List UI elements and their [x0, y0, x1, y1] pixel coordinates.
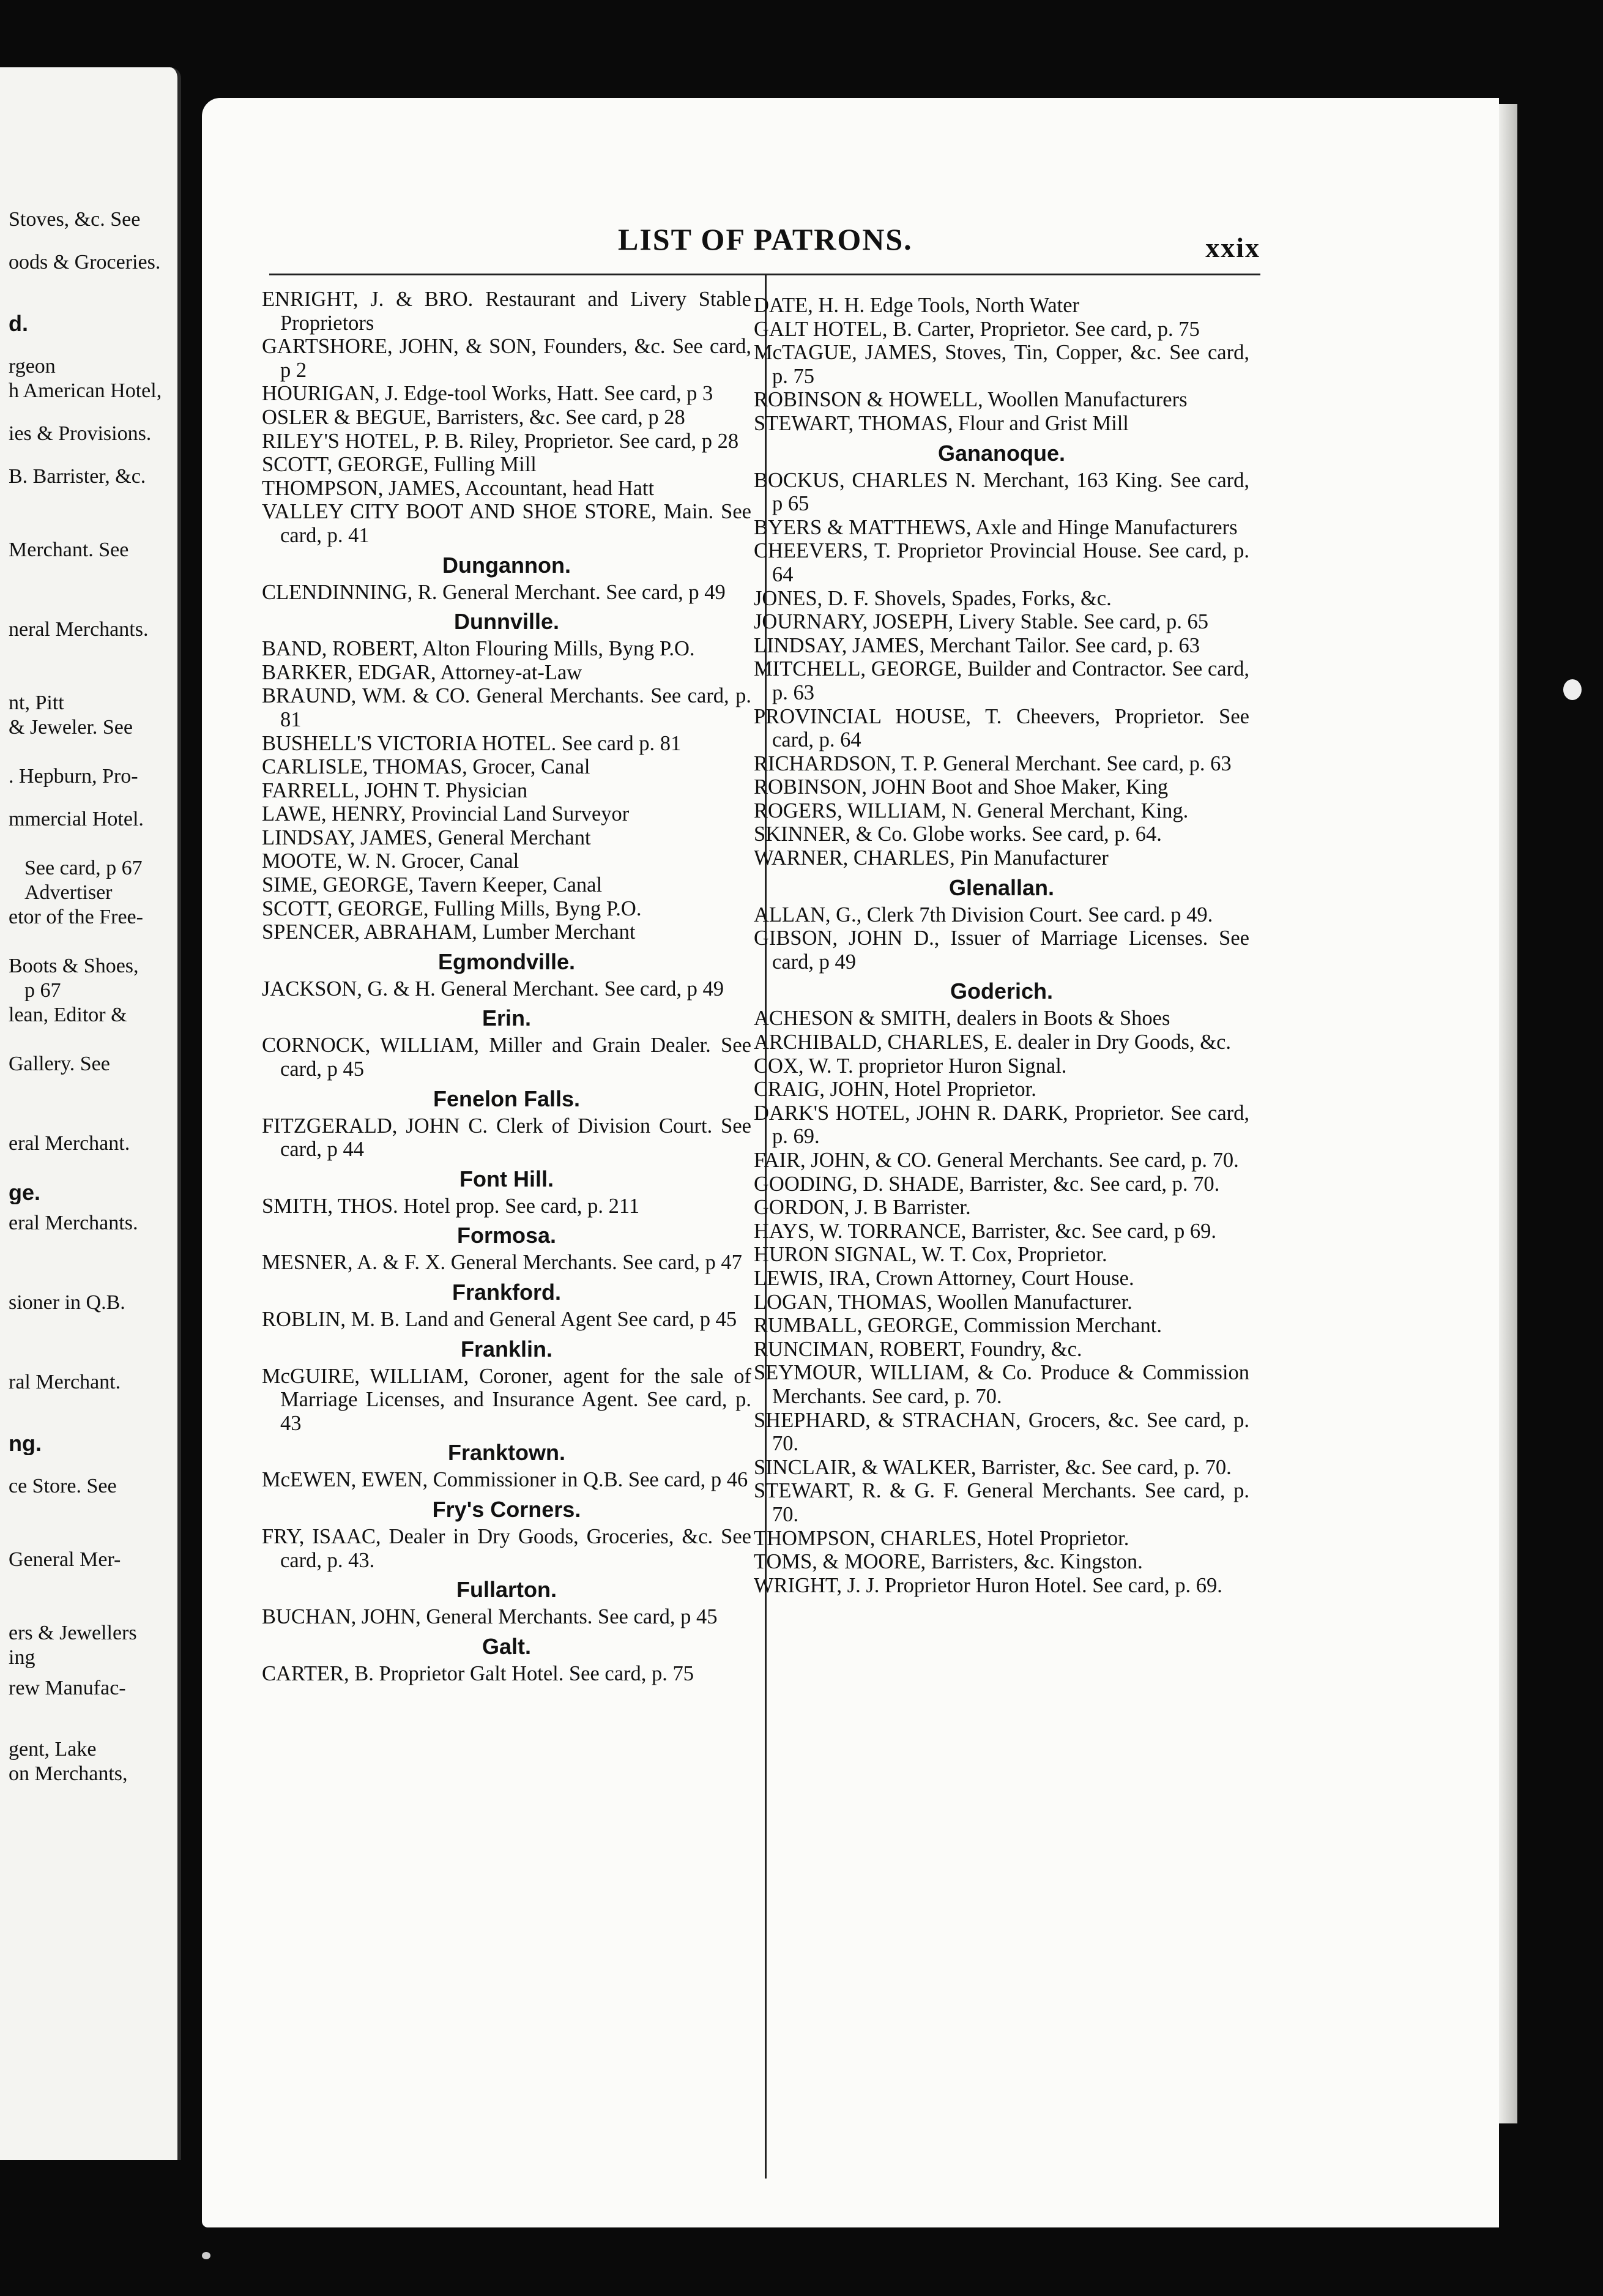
town-heading: Formosa.: [456, 1223, 557, 1248]
patron-entry: BYERS & MATTHEWS, Axle and Hinge Manufacturers: [754, 515, 1238, 539]
patron-entry: ROBINSON & HOWELL, Woollen Manufacturers: [754, 388, 1188, 412]
patron-entry: ROGERS, WILLIAM, N. General Merchant, King.: [754, 799, 1189, 822]
left-page-fragment: Advertiser: [24, 881, 113, 904]
left-page-fragment: lean, Editor &: [9, 1004, 127, 1026]
patron-entry: RILEY'S HOTEL, P. B. Riley, Proprietor. See card, p 28: [262, 429, 739, 453]
patron-entry: CARLISLE, THOMAS, Grocer, Canal: [262, 755, 590, 779]
left-page-fragment: B. Barrister, &c.: [9, 465, 146, 488]
left-page-fragment: ng.: [9, 1432, 42, 1455]
patron-entry: BUCHAN, JOHN, General Merchants. See card, p 45: [262, 1605, 718, 1629]
paper-speck: [202, 2252, 210, 2259]
town-heading: Gananoque.: [937, 440, 1066, 466]
patron-entry: MESNER, A. & F. X. General Merchants. See card, p 47: [262, 1251, 742, 1275]
patron-entry: HURON SIGNAL, W. T. Cox, Proprietor.: [754, 1243, 1107, 1267]
patron-entry: GALT HOTEL, B. Carter, Proprietor. See card, p. 75: [754, 317, 1200, 341]
patron-entry: SEYMOUR, WILLIAM, & Co. Produce & Commission Merchants. See card, p. 70.: [754, 1361, 1249, 1408]
patron-entry: GOODING, D. SHADE, Barrister, &c. See card, p. 70.: [754, 1172, 1220, 1196]
patron-entry: CRAIG, JOHN, Hotel Proprietor.: [754, 1078, 1036, 1101]
patron-entry: McEWEN, EWEN, Commissioner in Q.B. See card, p 46: [262, 1468, 748, 1492]
left-page-fragment: rew Manufac-: [9, 1677, 126, 1699]
left-page-fragment: ral Merchant.: [9, 1371, 121, 1393]
left-page-fragment: oods & Groceries.: [9, 251, 161, 274]
left-page-fragment: p 67: [24, 979, 61, 1002]
patron-entry: RUNCIMAN, ROBERT, Foundry, &c.: [754, 1337, 1082, 1361]
left-page-fragment: neral Merchants.: [9, 618, 149, 641]
patron-entry: SHEPHARD, & STRACHAN, Grocers, &c. See card, p. 70.: [754, 1408, 1249, 1456]
patron-entry: McGUIRE, WILLIAM, Coroner, agent for the sale of Marriage Licenses, and Insurance Agent. See card, p. 43: [262, 1364, 751, 1435]
left-page-fragment: sioner in Q.B.: [9, 1291, 125, 1314]
left-page-fragment: nt, Pitt: [9, 691, 64, 714]
left-page-fragment: . Hepburn, Pro-: [9, 765, 138, 788]
patron-entry: FAIR, JOHN, & CO. General Merchants. See card, p. 70.: [754, 1149, 1239, 1172]
page-title: LIST OF PATRONS.: [618, 222, 913, 256]
left-page-fragment: rgeon: [9, 355, 56, 378]
patron-entry: DATE, H. H. Edge Tools, North Water: [754, 294, 1080, 317]
left-facing-page: [0, 67, 181, 2160]
left-page-fragment: Boots & Shoes,: [9, 955, 139, 977]
patron-entry: MITCHELL, GEORGE, Builder and Contractor. See card, p. 63: [754, 657, 1249, 704]
patron-entry: HOURIGAN, J. Edge-tool Works, Hatt. See card, p 3: [262, 382, 713, 406]
patron-entry: THOMPSON, CHARLES, Hotel Proprietor.: [754, 1526, 1129, 1550]
page-number: xxix: [1205, 232, 1260, 263]
left-page-fragment: d.: [9, 312, 28, 335]
patron-entry: TOMS, & MOORE, Barristers, &c. Kingston.: [754, 1550, 1143, 1574]
patron-entry: LINDSAY, JAMES, General Merchant: [262, 826, 591, 849]
town-heading: Fry's Corners.: [432, 1496, 581, 1522]
left-page-fragment: ers & Jewellers: [9, 1622, 137, 1644]
patron-entry: BRAUND, WM. & CO. General Merchants. See card, p. 81: [262, 684, 751, 731]
patron-entry: SCOTT, GEORGE, Fulling Mill: [262, 453, 537, 477]
town-heading: Dungannon.: [442, 552, 571, 578]
patron-entry: ALLAN, G., Clerk 7th Division Court. See card. p 49.: [754, 903, 1213, 926]
patron-entry: HAYS, W. TORRANCE, Barrister, &c. See card, p 69.: [754, 1219, 1216, 1243]
patron-entry: BOCKUS, CHARLES N. Merchant, 163 King. See card, p 65: [754, 468, 1249, 516]
left-column: [262, 288, 751, 1685]
patron-entry: GORDON, J. B Barrister.: [754, 1196, 971, 1220]
town-heading: Dunnville.: [453, 609, 560, 635]
patron-entry: GIBSON, JOHN D., Issuer of Marriage Licenses. See card, p 49: [754, 926, 1249, 974]
left-page-fragment: on Merchants,: [9, 1762, 128, 1785]
left-page-fragment: gent, Lake: [9, 1738, 97, 1761]
patron-entry: RICHARDSON, T. P. General Merchant. See card, p. 63: [754, 751, 1232, 775]
paper-speck: [1563, 679, 1582, 700]
left-page-fragment: eral Merchants.: [9, 1212, 138, 1234]
town-heading: Franklin.: [460, 1336, 553, 1362]
patron-entry: JOURNARY, JOSEPH, Livery Stable. See card, p. 65: [754, 610, 1208, 634]
patron-entry: SKINNER, & Co. Globe works. See card, p. 64.: [754, 822, 1162, 846]
patron-entry: WARNER, CHARLES, Pin Manufacturer: [754, 846, 1109, 870]
town-heading: Fenelon Falls.: [433, 1086, 581, 1111]
patron-entry: THOMPSON, JAMES, Accountant, head Hatt: [262, 476, 655, 500]
patron-entry: RUMBALL, GEORGE, Commission Merchant.: [754, 1314, 1162, 1338]
patron-entry: ROBLIN, M. B. Land and General Agent See card, p 45: [262, 1308, 737, 1331]
left-page-fragment: ing: [9, 1646, 35, 1669]
patron-entry: ARCHIBALD, CHARLES, E. dealer in Dry Goods, &c.: [754, 1031, 1232, 1054]
patron-entry: ENRIGHT, J. & BRO. Restaurant and Livery Stable Proprietors: [262, 288, 751, 335]
left-page-fragment: ge.: [9, 1181, 41, 1204]
left-page-fragment: mmercial Hotel.: [9, 808, 144, 830]
patron-entry: FRY, ISAAC, Dealer in Dry Goods, Groceries, &c. See card, p. 43.: [262, 1524, 751, 1572]
left-page-fragment: ies & Provisions.: [9, 422, 152, 445]
patron-entry: MOOTE, W. N. Grocer, Canal: [262, 849, 519, 873]
patron-entry: ROBINSON, JOHN Boot and Shoe Maker, King: [754, 775, 1169, 799]
patron-entry: LAWE, HENRY, Provincial Land Surveyor: [262, 802, 630, 826]
patron-entry: WRIGHT, J. J. Proprietor Huron Hotel. See card, p. 69.: [754, 1573, 1222, 1597]
patron-entry: LINDSAY, JAMES, Merchant Tailor. See card, p. 63: [754, 633, 1200, 657]
patron-entry: FARRELL, JOHN T. Physician: [262, 778, 528, 802]
patron-entry: STEWART, THOMAS, Flour and Grist Mill: [754, 411, 1129, 435]
patron-entry: BUSHELL'S VICTORIA HOTEL. See card p. 81: [262, 731, 682, 755]
patron-entry: SIME, GEORGE, Tavern Keeper, Canal: [262, 873, 603, 897]
town-heading: Glenallan.: [948, 874, 1055, 900]
left-page-fragment: h American Hotel,: [9, 379, 162, 402]
patron-entry: SINCLAIR, & WALKER, Barrister, &c. See card, p. 70.: [754, 1455, 1232, 1479]
town-heading: Font Hill.: [459, 1166, 554, 1191]
patron-entry: JACKSON, G. & H. General Merchant. See card, p 49: [262, 977, 724, 1001]
patron-entry: DARK'S HOTEL, JOHN R. DARK, Proprietor. See card, p. 69.: [754, 1101, 1249, 1149]
left-page-fragment: General Mer-: [9, 1548, 121, 1571]
left-page-fragment: Gallery. See: [9, 1053, 110, 1075]
left-page-fragment: etor of the Free-: [9, 906, 143, 928]
right-column: [754, 294, 1249, 1597]
patron-entry: ACHESON & SMITH, dealers in Boots & Shoes: [754, 1007, 1170, 1031]
patron-entry: CLENDINNING, R. General Merchant. See card, p 49: [262, 580, 726, 604]
patron-entry: FITZGERALD, JOHN C. Clerk of Division Court. See card, p 44: [262, 1114, 751, 1161]
town-heading: Fullarton.: [456, 1577, 557, 1603]
left-page-fragment: ce Store. See: [9, 1475, 117, 1497]
town-heading: Frankford.: [452, 1280, 561, 1305]
patron-entry: BARKER, EDGAR, Attorney-at-Law: [262, 660, 582, 684]
left-page-fragment: Merchant. See: [9, 539, 129, 561]
patron-entry: VALLEY CITY BOOT AND SHOE STORE, Main. See card, p. 41: [262, 500, 751, 547]
patron-entry: BAND, ROBERT, Alton Flouring Mills, Byng P.O.: [262, 637, 695, 661]
left-page-fragment: Stoves, &c. See: [9, 208, 141, 231]
town-heading: Egmondville.: [437, 949, 576, 974]
left-page-fragment: See card, p 67: [24, 857, 143, 879]
patron-entry: JONES, D. F. Shovels, Spades, Forks, &c.: [754, 586, 1112, 610]
patron-entry: STEWART, R. & G. F. General Merchants. See card, p. 70.: [754, 1479, 1249, 1526]
town-heading: Franktown.: [447, 1440, 565, 1466]
patron-entry: SCOTT, GEORGE, Fulling Mills, Byng P.O.: [262, 896, 642, 920]
patron-entry: GARTSHORE, JOHN, & SON, Founders, &c. See card, p 2: [262, 335, 751, 382]
patron-entry: SPENCER, ABRAHAM, Lumber Merchant: [262, 920, 636, 944]
patron-entry: LEWIS, IRA, Crown Attorney, Court House.: [754, 1266, 1134, 1290]
left-page-fragment: & Jeweler. See: [9, 716, 133, 739]
patron-entry: McTAGUE, JAMES, Stoves, Tin, Copper, &c. See card, p. 75: [754, 341, 1249, 388]
town-heading: Goderich.: [950, 978, 1054, 1004]
patron-entry: CHEEVERS, T. Proprietor Provincial House. See card, p. 64: [754, 539, 1249, 586]
left-page-fragment: eral Merchant.: [9, 1132, 130, 1155]
patron-entry: CORNOCK, WILLIAM, Miller and Grain Dealer. See card, p 45: [262, 1034, 751, 1081]
patron-entry: LOGAN, THOMAS, Woollen Manufacturer.: [754, 1290, 1133, 1314]
patron-entry: COX, W. T. proprietor Huron Signal.: [754, 1054, 1067, 1078]
patron-entry: CARTER, B. Proprietor Galt Hotel. See card, p. 75: [262, 1661, 694, 1685]
patron-entry: SMITH, THOS. Hotel prop. See card, p. 211: [262, 1194, 640, 1218]
town-heading: Erin.: [482, 1005, 531, 1031]
patron-entry: OSLER & BEGUE, Barristers, &c. See card, p 28: [262, 405, 685, 429]
patron-entry: PROVINCIAL HOUSE, T. Cheevers, Proprietor. See card, p. 64: [754, 704, 1249, 752]
town-heading: Galt.: [482, 1633, 531, 1659]
